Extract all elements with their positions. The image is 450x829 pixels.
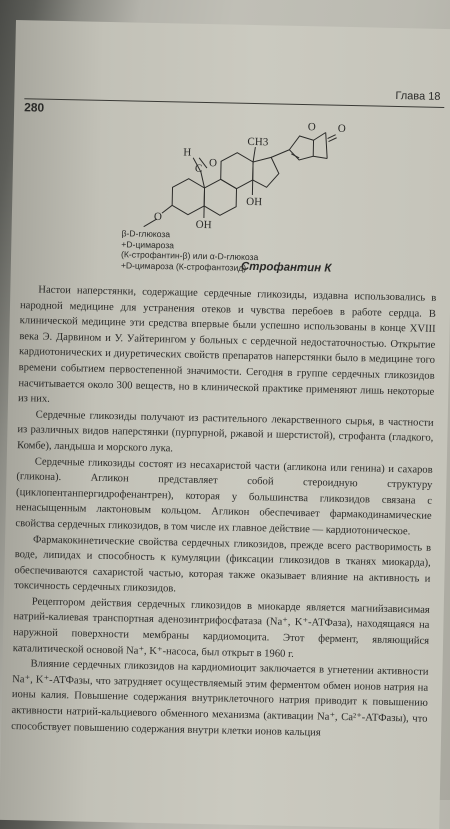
chapter-header: Глава 18	[395, 90, 440, 103]
aldehyde-h-label: H	[183, 147, 191, 159]
sugar-line: +D-цимароза (К-строфантозид)	[121, 260, 258, 273]
paragraph: Сердечные гликозиды состоят из несахаристой части (агликона или генина) и сахаров (гликона). Агликон представляет собой стероидную структуру (циклопентанпергидрофенантрен), которая у большинства гликозидов связана с ненасыщенным лактоновым кольцом. Агликон обеспечивает фармакодинамические свойства сердечных гликозидов, в том числе их главное действие — кардиотоническое.	[15, 454, 433, 541]
paragraph: Настои наперстянки, содержащие сердечные гликозиды, издавна использовались в народной медицине для устранения отеков и чувства перебоев в работе сердца. В клинической медицине эти средства впервые были успешно использованы в конце XVIII века Э. Дарвином и У. Уайтерингом у больных с сердечной недостаточностью. Открытие кардиотонических и диуретических свойств препаратов наперстянки было в медицине того времени событием первостепенной значимости. Сегодня в группе сердечных гликозидов насчитывается около 300 веществ, но в клинической практике применяют лишь некоторые из них.	[18, 282, 437, 415]
steroid-structure-diagram	[112, 114, 364, 239]
paragraph: Фармакокинетические свойства сердечных гликозидов, прежде всего растворимость в воде, липидах и способность к кумуляции (фиксации гликозидов в тканях миокарда), обеспечиваются сахаристой частью, которая также оказывает влияние на активность и токсичность сердечных гликозидов.	[14, 532, 431, 603]
paragraph: Влияние сердечных гликозидов на кардиомиоцит заключается в угнетении активности Na⁺, K⁺-АТФазы, что затрудняет осуществляемый этим ферментом обмен ионов натрия на ионы калия. Повышение содержания внутриклеточного натрия приводит к повышению активности натрий-кальциевого обменного механизма (активации Na⁺, Ca²⁺-АТФазы), что способствует повышению содержания внутри клетки ионов кальция	[11, 656, 429, 743]
glycoside-oxygen-label: O	[154, 211, 162, 223]
body-text	[11, 282, 436, 743]
hydroxyl-bottom-label: OH	[196, 219, 212, 231]
paragraph: Сердечные гликозиды получают из растительного лекарственного сырья, в частности из различных видов наперстянки (пурпурной, ржавой и шерстистой), строфанта (гладкого, Комбе), ландыша и морского лука.	[17, 407, 434, 462]
header-rule	[24, 98, 444, 108]
page-number: 280	[24, 100, 44, 114]
aldehyde-oxygen-label: O	[209, 157, 217, 169]
structural-formula	[112, 114, 364, 239]
aldehyde-c-label: C	[195, 163, 203, 175]
sugar-line: β-D-глюкоза	[121, 228, 258, 241]
sugar-line: +D-цимароза	[121, 239, 258, 252]
book-page	[0, 20, 450, 829]
figure-caption: Строфантин К	[241, 261, 332, 275]
hydroxyl-label: OH	[246, 196, 262, 208]
sugar-line: (К-строфантин-β) или α-D-глюкоза	[121, 249, 258, 262]
methyl-label: CH3	[247, 136, 269, 148]
sugar-chain-list	[121, 228, 259, 273]
ring-oxygen-label: O	[308, 121, 316, 133]
paragraph: Рецептором действия сердечных гликозидов в миокарде является магнийзависимая натрий-калиевая транспортная аденозинтрифосфатаза (Na⁺, K⁺-АТФаза), находящаяся на наружной поверхности мембраны кардиомоцита. Этот фермент, являющийся каталитической основой Na⁺, K⁺-насоса, был открыт в 1960 г.	[13, 594, 430, 665]
keto-oxygen-label: O	[338, 123, 346, 135]
